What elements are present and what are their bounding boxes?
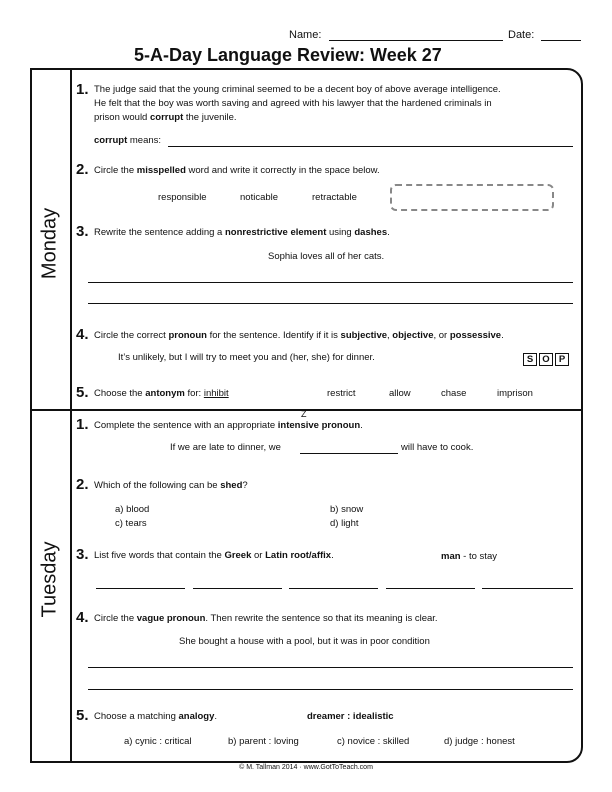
subjective-box[interactable]: S (523, 353, 537, 366)
text: List five words that contain the (94, 550, 225, 561)
choice-option[interactable]: c) tears (115, 518, 147, 529)
text: . (214, 711, 218, 722)
text: Circle the correct (94, 330, 169, 341)
text: Circle the (94, 165, 137, 176)
antonym-option[interactable]: imprison (497, 388, 533, 399)
question-number: 3. (76, 223, 89, 240)
question-number: 4. (76, 326, 89, 343)
keyword: objective (392, 330, 434, 341)
keyword: Greek (224, 550, 252, 561)
vocab-word: corrupt (149, 112, 184, 123)
antonym-option[interactable]: restrict (327, 388, 356, 399)
text: . (331, 550, 334, 561)
root: man (441, 551, 461, 562)
keyword: shed (220, 480, 243, 491)
text: or (251, 550, 266, 561)
means-label (94, 135, 161, 146)
answer-line[interactable] (88, 303, 573, 304)
q1-line2: He felt that the boy was worth saving and agreed with his lawyer that the hardened criminals in (94, 98, 492, 109)
analogy-pair: dreamer : idealistic (307, 711, 394, 722)
choice-option[interactable]: b) snow (330, 504, 364, 515)
keyword: pronoun (168, 330, 207, 341)
antonym-option[interactable]: allow (389, 388, 411, 399)
date-label: Date: (508, 29, 535, 41)
question-number: 5. (76, 384, 89, 401)
analogy-option[interactable]: b) parent : loving (228, 736, 299, 747)
day-label-monday: Monday (38, 207, 61, 280)
keyword: Latin root/affix (265, 550, 332, 561)
word-option[interactable]: responsible (158, 192, 207, 203)
question-number: 4. (76, 609, 89, 626)
analogy-option[interactable]: d) judge : honest (444, 736, 515, 747)
question-number: 2. (76, 476, 89, 493)
text: - to stay (460, 551, 497, 562)
text: . (360, 420, 363, 431)
question-number: 1. (76, 81, 89, 98)
text: Choose the (94, 388, 146, 399)
keyword: intensive pronoun (277, 420, 361, 431)
q5-prompt (94, 388, 229, 399)
text: word and write it correctly in the space below. (185, 165, 380, 176)
day-column-divider (70, 68, 72, 763)
t-q1-sentence-end: will have to cook. (401, 442, 474, 453)
t-q1-prompt (94, 420, 363, 431)
q4-prompt (94, 330, 504, 341)
answer-line[interactable] (482, 588, 573, 589)
sop-boxes (521, 349, 569, 367)
name-label: Name: (289, 29, 322, 41)
text: the juvenile. (183, 112, 237, 123)
q2-prompt (94, 165, 380, 176)
answer-line[interactable] (168, 146, 573, 147)
name-field[interactable] (329, 40, 503, 41)
text: Which of the following can be (94, 480, 221, 491)
page-title: 5-A-Day Language Review: Week 27 (134, 45, 442, 65)
possessive-box[interactable]: P (555, 353, 569, 366)
word-option[interactable]: retractable (312, 192, 357, 203)
keyword: misspelled (136, 165, 186, 176)
question-number: 3. (76, 546, 89, 563)
answer-line[interactable] (386, 588, 475, 589)
q4-sentence: It’s unlikely, but I will try to meet you and (her, she) for dinner. (118, 352, 375, 363)
text: Choose a matching (94, 711, 179, 722)
text: Circle the (94, 613, 137, 624)
text: for: (184, 388, 204, 399)
antonym-option[interactable]: chase (441, 388, 467, 399)
q1-line1: The judge said that the young criminal seemed to be a decent boy of above average intelligence. (94, 84, 501, 95)
stray-mark: Z (301, 409, 307, 419)
text: for the sentence. Identify if it is (206, 330, 341, 341)
answer-line[interactable] (88, 282, 573, 283)
t-q4-prompt (94, 613, 438, 624)
t-q3-prompt (94, 550, 334, 561)
t-q1-sentence-start: If we are late to dinner, we (170, 442, 281, 453)
correction-box[interactable] (390, 184, 554, 211)
text: using (326, 227, 355, 238)
answer-line[interactable] (289, 588, 378, 589)
keyword: nonrestrictive element (224, 227, 327, 238)
vocab-word: corrupt (94, 135, 128, 146)
q3-sentence: Sophia loves all of her cats. (268, 251, 385, 262)
target-word: inhibit (203, 388, 229, 399)
answer-line[interactable] (88, 689, 573, 690)
analogy-option[interactable]: a) cynic : critical (124, 736, 192, 747)
keyword: subjective (340, 330, 388, 341)
text: . (387, 227, 390, 238)
answer-blank[interactable] (300, 453, 398, 454)
answer-line[interactable] (88, 667, 573, 668)
day-label-tuesday: Tuesday (38, 541, 61, 618)
objective-box[interactable]: O (539, 353, 553, 366)
text: Rewrite the sentence adding a (94, 227, 225, 238)
choice-option[interactable]: d) light (330, 518, 359, 529)
text: prison would (94, 112, 150, 123)
keyword: possessive (449, 330, 502, 341)
question-number: 2. (76, 161, 89, 178)
text: ? (242, 480, 248, 491)
word-option[interactable]: noticable (240, 192, 279, 203)
text: . (501, 330, 504, 341)
text: means: (127, 135, 162, 146)
footer-copyright: © M. Tallman 2014 · www.GotToTeach.com (239, 764, 373, 771)
keyword: dashes (354, 227, 388, 238)
answer-line[interactable] (96, 588, 185, 589)
text: , (387, 330, 393, 341)
keyword: vague pronoun (136, 613, 206, 624)
keyword: analogy (178, 711, 215, 722)
choice-option[interactable]: a) blood (115, 504, 150, 515)
q3-prompt (94, 227, 390, 238)
text: , or (433, 330, 450, 341)
date-field[interactable] (541, 40, 581, 41)
q1-line3 (94, 112, 237, 123)
root-definition (441, 551, 497, 562)
analogy-option[interactable]: c) novice : skilled (337, 736, 410, 747)
question-number: 1. (76, 416, 89, 433)
text: Complete the sentence with an appropriate (94, 420, 278, 431)
t-q2-prompt (94, 480, 248, 491)
answer-line[interactable] (193, 588, 282, 589)
text: . Then rewrite the sentence so that its meaning is clear. (205, 613, 438, 624)
t-q5-prompt (94, 711, 217, 722)
question-number: 5. (76, 707, 89, 724)
t-q4-sentence: She bought a house with a pool, but it was in poor condition (179, 636, 430, 647)
keyword: antonym (145, 388, 185, 399)
